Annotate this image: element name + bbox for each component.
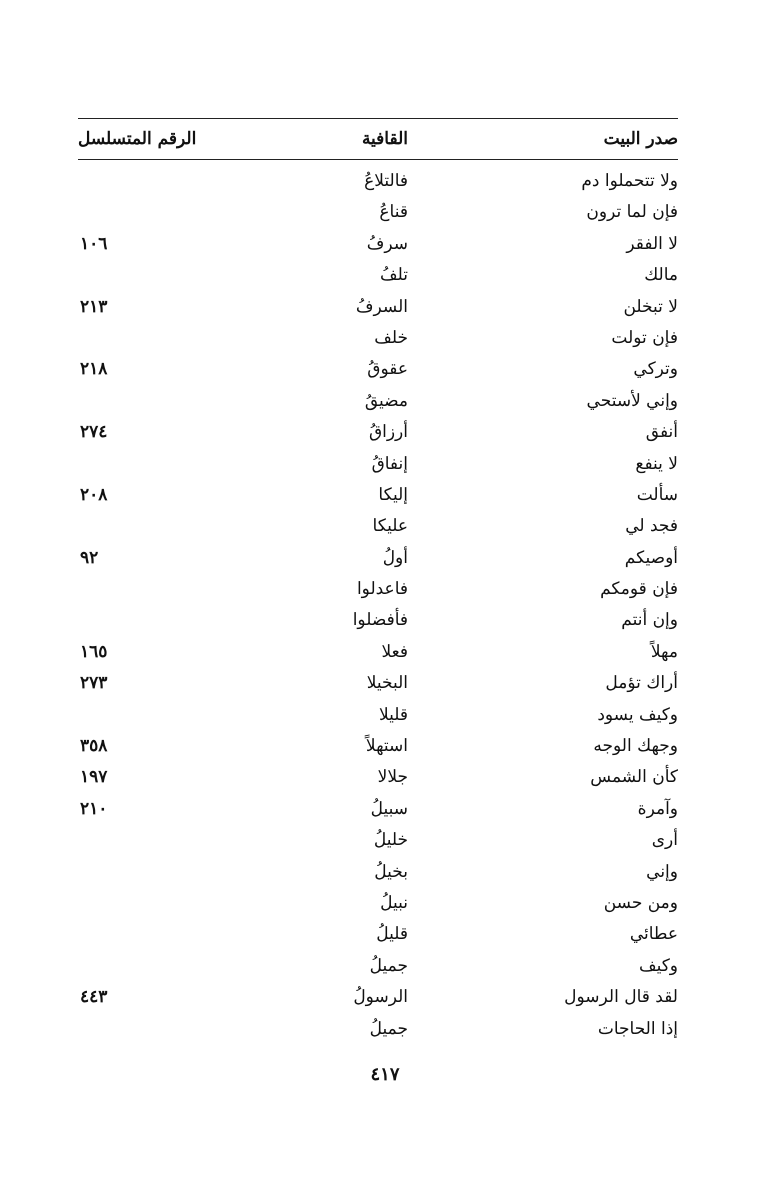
rhyme-cell: سرفُ (366, 233, 408, 254)
serial-number-cell: ٢١٣ (80, 296, 108, 317)
table-row (78, 449, 678, 480)
header-serial-number: الرقم المتسلسل (78, 129, 197, 149)
rhyme-cell: جميلُ (369, 955, 408, 976)
serial-number-cell: ٢١٨ (80, 359, 108, 380)
table-row (78, 543, 678, 574)
table-row (78, 197, 678, 228)
table-row (78, 668, 678, 699)
verse-start-cell: لا تبخلن (623, 296, 678, 317)
serial-number-cell: ١٦٥ (80, 641, 108, 662)
verse-start-cell: وآمرة (637, 798, 678, 819)
verse-start-cell: كأن الشمس (590, 767, 678, 788)
table-row (78, 386, 678, 417)
table-row (78, 919, 678, 950)
verse-start-cell: أرى (651, 830, 678, 851)
serial-number-cell: ٢٧٣ (80, 673, 108, 694)
table-row (78, 354, 678, 385)
rhyme-cell: فاعدلوا (356, 579, 408, 600)
serial-number-cell: ٢٧٤ (80, 422, 108, 443)
rhyme-cell: أولُ (382, 547, 408, 568)
verse-start-cell: لقد قال الرسول (564, 987, 678, 1008)
rhyme-cell: فعلا (381, 641, 408, 662)
verse-start-cell: وجهك الوجه (593, 736, 678, 757)
verse-start-cell: وكيف يسود (597, 704, 678, 725)
verse-start-cell: وكيف (638, 955, 678, 976)
serial-number-cell: ٤٤٣ (80, 987, 108, 1008)
verse-start-cell: وإن أنتم (621, 610, 678, 631)
verse-start-cell: ولا تتحملوا دم (581, 171, 678, 191)
serial-number-cell: ٩٢ (80, 547, 99, 568)
table-row (78, 574, 678, 605)
table-row (78, 480, 678, 511)
rhyme-cell: استهلاً (365, 736, 408, 757)
rhyme-index-table (78, 118, 678, 1045)
verse-start-cell: سألت (636, 484, 678, 505)
rhyme-cell: تلفُ (380, 265, 408, 286)
table-row (78, 637, 678, 668)
table-row (78, 731, 678, 762)
table-row (78, 1014, 678, 1045)
table-row (78, 982, 678, 1013)
table-row (78, 951, 678, 982)
serial-number-cell: ٣٥٨ (80, 736, 108, 757)
rhyme-cell: مضيقُ (364, 390, 408, 411)
table-row (78, 229, 678, 260)
page-number: ٤١٧ (370, 1064, 400, 1085)
rhyme-cell: خليلُ (373, 830, 408, 851)
serial-number-cell: ١٩٧ (80, 767, 108, 788)
table-row (78, 605, 678, 636)
table-row (78, 888, 678, 919)
table-row (78, 417, 678, 448)
rhyme-cell: أرزاقُ (368, 422, 408, 443)
rhyme-cell: جميلُ (369, 1018, 408, 1039)
verse-start-cell: مالك (644, 265, 678, 286)
rhyme-cell: البخيلا (366, 673, 408, 694)
table-row (78, 794, 678, 825)
rhyme-cell: عليكا (372, 516, 408, 537)
rhyme-cell: الرسولُ (353, 987, 408, 1008)
table-row (78, 825, 678, 856)
rhyme-cell: السرفُ (355, 296, 408, 317)
rhyme-cell: فالتلاعُ (364, 171, 408, 191)
verse-start-cell: وإني (646, 861, 678, 882)
table-row (78, 762, 678, 793)
serial-number-cell: ٢٠٨ (80, 484, 108, 505)
rhyme-cell: قليلُ (376, 924, 408, 945)
table-row (78, 857, 678, 888)
rhyme-cell: جلالا (377, 767, 408, 788)
table-row (78, 511, 678, 542)
verse-start-cell: وتركي (633, 359, 678, 380)
header-rhyme: القافية (361, 129, 408, 149)
rhyme-cell: سبيلُ (370, 798, 408, 819)
rhyme-cell: بخيلُ (374, 861, 408, 882)
verse-start-cell: مهلاً (650, 641, 678, 662)
serial-number-cell: ١٠٦ (80, 233, 108, 254)
verse-start-cell: فإن تولت (611, 327, 678, 348)
table-body (78, 166, 678, 1045)
serial-number-cell: ٢١٠ (80, 798, 108, 819)
table-row (78, 292, 678, 323)
verse-start-cell: لا ينفع (635, 453, 678, 474)
header-verse-start: صدر البيت (603, 129, 678, 149)
rhyme-cell: قناعُ (379, 202, 408, 223)
rhyme-cell: عقوقُ (367, 359, 408, 380)
verse-start-cell: أراك تؤمل (605, 673, 678, 694)
verse-start-cell: أوصيكم (624, 547, 678, 568)
rhyme-cell: إنفاقُ (371, 453, 408, 474)
verse-start-cell: أنفق (645, 422, 678, 443)
verse-start-cell: فجد لي (625, 516, 678, 537)
verse-start-cell: لا الفقر (626, 233, 678, 254)
table-row (78, 700, 678, 731)
table-row (78, 260, 678, 291)
rhyme-cell: نبيلُ (380, 892, 408, 913)
table-header (78, 118, 678, 160)
verse-start-cell: عطائي (629, 924, 678, 945)
table-row (78, 166, 678, 197)
verse-start-cell: وإني لأستحي (586, 390, 678, 411)
table-row (78, 323, 678, 354)
rhyme-cell: فأفضلوا (352, 610, 408, 631)
verse-start-cell: إذا الحاجات (597, 1018, 678, 1039)
verse-start-cell: فإن لما ترون (586, 202, 678, 223)
verse-start-cell: فإن قومكم (600, 579, 678, 600)
rhyme-cell: إليكا (378, 484, 408, 505)
rhyme-cell: قليلا (378, 704, 408, 725)
verse-start-cell: ومن حسن (603, 892, 678, 913)
rhyme-cell: خلف (374, 327, 408, 348)
